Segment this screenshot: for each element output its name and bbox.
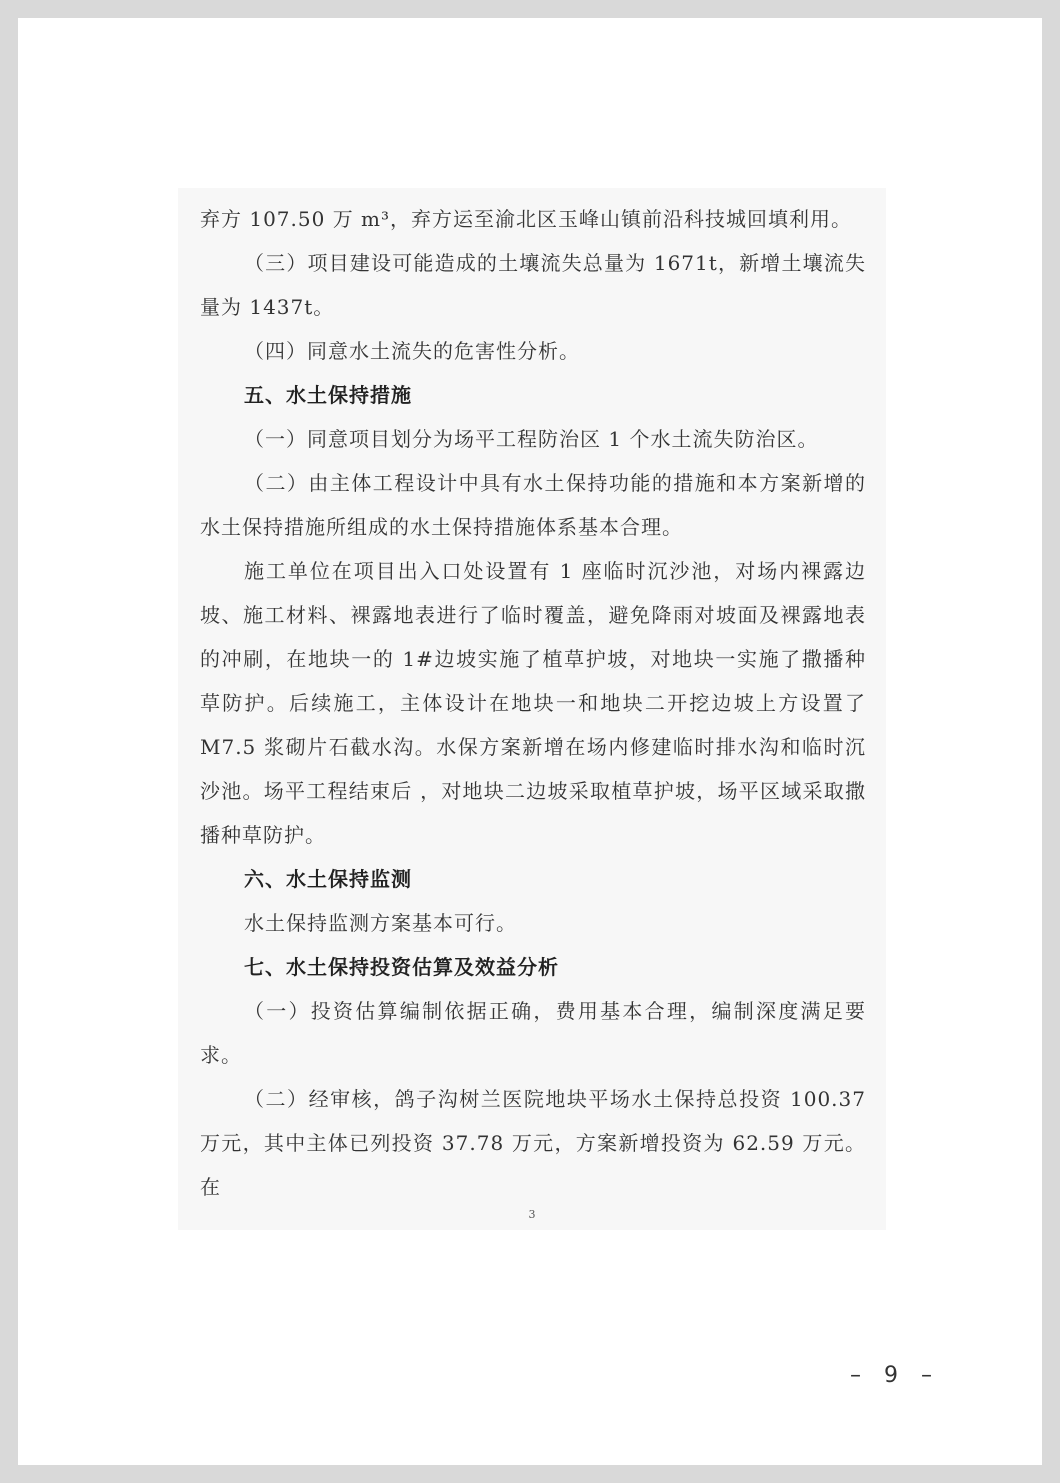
scan-page-number: 3: [528, 1208, 536, 1221]
paragraph-hazard-analysis: （四）同意水土流失的危害性分析。: [244, 339, 580, 363]
paragraph-soil-loss-total: （三）项目建设可能造成的土壤流失总量为 1671t，新增土壤流失量为 1437t。: [200, 251, 866, 319]
document-body: [200, 197, 866, 1209]
paragraph-total-investment: （二）经审核，鸽子沟树兰医院地块平场水土保持总投资 100.37 万元，其中主体已列投资 37.78 万元，方案新增投资为 62.59 万元。在: [200, 1087, 866, 1199]
paragraph-zone-division: （一）同意项目划分为场平工程防治区 1 个水土流失防治区。: [244, 427, 819, 451]
paragraph-estimate-basis: （一）投资估算编制依据正确，费用基本合理，编制深度满足要求。: [200, 999, 866, 1067]
paragraph-spoil-volume: 弃方 107.50 万 m³，弃方运至渝北区玉峰山镇前沿科技城回填利用。: [200, 207, 853, 231]
section-heading-investment: 七、水土保持投资估算及效益分析: [244, 955, 559, 979]
section-heading-monitoring: 六、水土保持监测: [244, 867, 412, 891]
page-footer-number: – 9 –: [850, 1363, 940, 1388]
section-heading-measures: 五、水土保持措施: [244, 383, 412, 407]
paragraph-measure-system: （二）由主体工程设计中具有水土保持功能的措施和本方案新增的水土保持措施所组成的水土保持措施体系基本合理。: [200, 471, 866, 539]
paragraph-construction-measures: 施工单位在项目出入口处设置有 1 座临时沉沙池，对场内裸露边坡、施工材料、裸露地表进行了临时覆盖，避免降雨对坡面及裸露地表的冲刷，在地块一的 1#边坡实施了植草护坡，对地块一实施了撒播种草防护。后续施工，主体设计在地块一和地块二开挖边坡上方设置了 M7.5 浆砌片石截水沟。水保方案新增在场内修建临时排水沟和临时沉沙池。场平工程结束后 ，对地块二边坡采取植草护坡，场平区域采取撒播种草防护。: [200, 559, 866, 847]
paragraph-monitoring-plan: 水土保持监测方案基本可行。: [244, 911, 517, 935]
